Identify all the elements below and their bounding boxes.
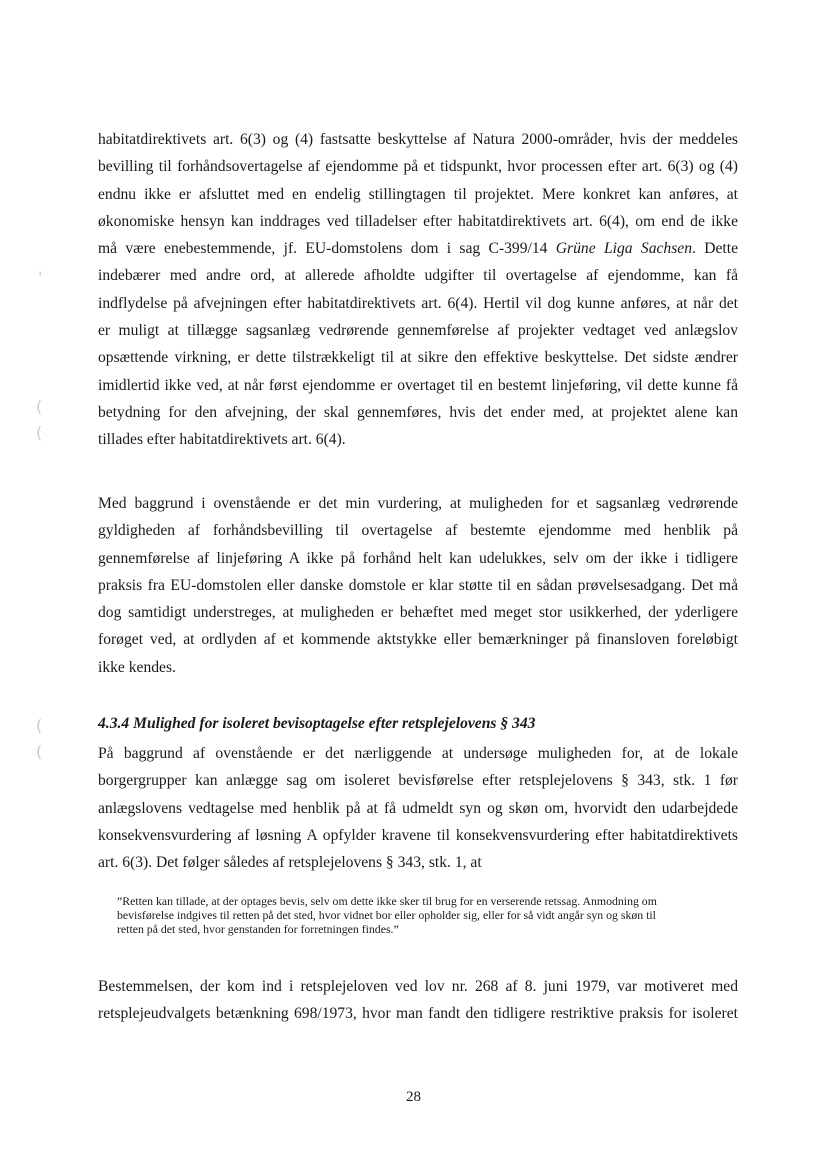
page-number: 28 (406, 1089, 421, 1105)
text-line: gyldigheden af forhåndsbevilling til overtagelse af bestemte ejendomme med henblik på (98, 522, 738, 540)
paragraph-assessment (98, 490, 738, 681)
text-line-start: må være enebestemmende, jf. EU-domstolens dom i sag C-399/14 (98, 240, 556, 258)
text-line: art. 6(3). Det følger således af retsplejelovens § 343, stk. 1, at (98, 854, 482, 872)
text-line: praksis fra EU-domstolen eller danske domstole er klar støtte til en sådan prøvelsesadgang. Det må (98, 576, 738, 594)
case-name: Grüne Liga Sachsen (555, 240, 692, 258)
text-line: betydning for den afvejning, der skal gennemføres, hvis det ender med, at projektet alene kan (98, 403, 738, 421)
text-line: indebærer med andre ord, at allerede afholdte udgifter til overtagelse af ejendomme, kan få (98, 267, 738, 285)
text-line: Bestemmelsen, der kom ind i retsplejeloven ved lov nr. 268 af 8. juni 1979, var motiveret med (98, 978, 738, 995)
text-line: ikke kendes. (98, 658, 176, 676)
text-line: indflydelse på afvejningen efter habitatdirektivets art. 6(4). Hertil vil dog kunne anføres, at når det (98, 294, 738, 312)
text-line: tillades efter habitatdirektivets art. 6(4). (98, 431, 346, 449)
text-line: konsekvensvurdering af løsning A opfylder kravene til konsekvensvurdering efter habitatdirektivets (98, 826, 738, 844)
quote-line: bevisførelse indgives til retten på det sted, hvor vidnet bor eller opholder sig, eller for så vidt angår syn og skøn til (117, 907, 656, 922)
margin-mark: ( (36, 397, 43, 416)
text-line: På baggrund af ovenstående er det nærliggende at undersøge muligheden for, at de lokale (98, 745, 738, 762)
text-line: endnu ikke er afsluttet med en endelig stillingtagen til projektet. Mere konkret kan anføres, at (98, 185, 738, 203)
text-line (98, 235, 738, 262)
section-heading: 4.3.4 Mulighed for isoleret bevisoptagelse efter retsplejelovens § 343 (98, 715, 536, 732)
margin-mark: ( (36, 716, 43, 735)
text-line: bevilling til forhåndsovertagelse af ejendomme på et tidspunkt, hvor processen efter art. 6(3) og (4) (98, 158, 738, 176)
margin-mark: ( (36, 423, 43, 442)
text-line: er muligt at tillægge sagsanlæg vedrørende gennemførelse af projekter vedtaget ved anlægslov (98, 322, 738, 340)
text-line: økonomiske hensyn kan inddrages ved tilladelser efter habitatdirektivets art. 6(4), om end de ikke (98, 212, 738, 230)
quote-line: retten på det sted, hvor genstanden for forretningen findes.” (117, 921, 399, 936)
block-quote (117, 895, 729, 936)
paragraph-habitat-directive (98, 126, 738, 454)
text-line: forøget ved, at ordlyden af et kommende aktstykke eller bemærkninger på finansloven foreløbigt (98, 631, 738, 649)
text-line-end: . Dette (692, 240, 738, 258)
quote-line: ”Retten kan tillade, at der optages bevis, selv om dette ikke sker til brug for en verserende retssag. Anmodning om (117, 894, 657, 908)
text-line: habitatdirektivets art. 6(3) og (4) fastsatte beskyttelse af Natura 2000-områder, hvis der meddeles (98, 131, 738, 148)
paragraph-evidence (98, 740, 738, 876)
paragraph-provision (98, 973, 738, 1028)
text-line: dog samtidigt understreges, at muligheden er behæftet med meget stor usikkerhed, der yderligere (98, 604, 738, 622)
text-line: imidlertid ikke ved, at når først ejendomme er overtaget til en bestemt linjeføring, vil dette kunne få (98, 376, 738, 394)
text-line: anlægslovens vedtagelse med henblik på at få udmeldt syn og skøn om, hvorvidt den udarbejdede (98, 799, 738, 817)
text-line: opsættende virkning, er dette tilstrækkeligt til at sikre den effektive beskyttelse. Det sidste ændrer (98, 349, 738, 367)
text-line: retsplejeudvalgets betænkning 698/1973, hvor man fandt den tidligere restriktive praksis for isoleret (98, 1005, 738, 1023)
margin-mark: ( (36, 742, 43, 761)
text-line: borgergrupper kan anlægge sag om isoleret bevisførelse efter retsplejelovens § 343, stk. 1 før (98, 772, 738, 790)
text-line: gennemførelse af linjeføring A ikke på forhånd helt kan udelukkes, selv om der ikke i tidligere (98, 549, 738, 567)
margin-mark: ' (38, 268, 43, 287)
text-line: Med baggrund i ovenstående er det min vurdering, at muligheden for et sagsanlæg vedrørende (98, 495, 738, 512)
